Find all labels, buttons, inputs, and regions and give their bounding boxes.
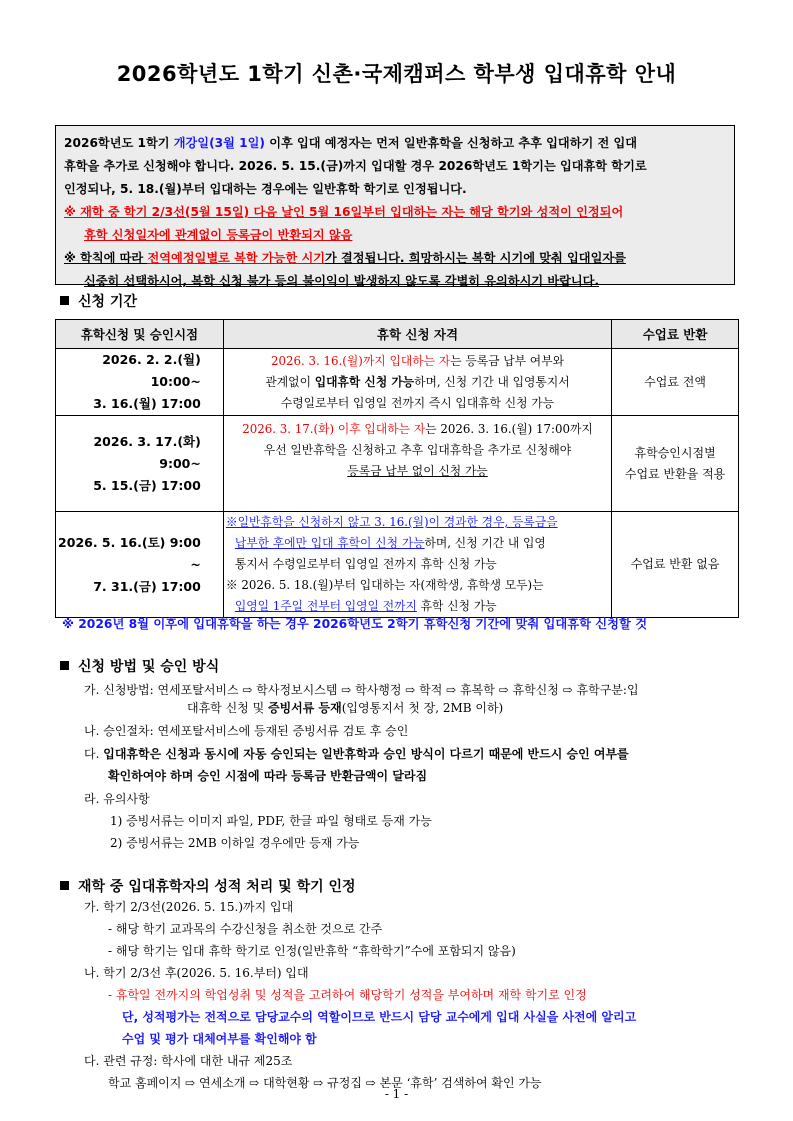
period-table — [55, 319, 739, 618]
method-heading: 신청 방법 및 승인 방식 — [60, 656, 219, 676]
method-ra: 라. 유의사항 — [84, 792, 150, 806]
notice-line-7: 신중히 선택하시어, 복학 신청 불가 등의 불이익이 발생하지 않도록 각별히 유의하시기 바랍니다. — [84, 274, 600, 288]
notice-line-5: 휴학 신청일자에 관계없이 등록금이 반환되지 않음 — [84, 228, 353, 242]
table-header: 휴학신청 및 승인시점 — [56, 320, 224, 349]
grades-ga-2: - 해당 학기는 입대 휴학 학기로 인정(일반휴학 “휴학학기”수에 포함되지 않음) — [108, 944, 516, 958]
table-header-row — [56, 320, 739, 349]
period-end: 5. 15.(금) 17:00 — [93, 477, 201, 493]
period-end: 3. 16.(월) 17:00 — [93, 396, 201, 411]
grades-na-2: 단, 성적평가는 전적으로 담당교수의 역할이므로 반드시 담당 교수에게 입대 사실을 사전에 알리고 — [122, 1010, 637, 1024]
grades-na-1: - 휴학일 전까지의 학업성취 및 성적을 고려하여 해당학기 성적을 부여하며 재학 학기로 인정 — [108, 988, 587, 1002]
grades-da: 다. 관련 규정: 학사에 대한 내규 제25조 — [84, 1054, 293, 1068]
method-ga-line2: 대휴학 신청 및 증빙서류 등재(입영통지서 첫 장, 2MB 이하) — [187, 701, 504, 715]
refund-cell: 휴학승인시점별 수업료 반환율 적용 — [612, 416, 739, 512]
refund-cell: 수업료 반환 없음 — [612, 512, 739, 618]
period-cell — [56, 349, 224, 416]
table-row — [56, 349, 739, 416]
refund-cell: 수업료 전액 — [612, 349, 739, 416]
period-end: 7. 31.(금) 17:00 — [93, 578, 201, 594]
method-ga-line1: 가. 신청방법: 연세포탈서비스 ⇨ 학사정보시스템 ⇨ 학사행정 ⇨ 학적 ⇨ 휴복학 ⇨ 휴학신청 ⇨ 휴학구분:입 — [84, 683, 639, 697]
notice-line-2: 휴학을 추가로 신청해야 합니다. 2026. 5. 15.(금)까지 입대할 경우 2026학년도 1학기는 입대휴학 학기로 — [64, 159, 647, 173]
period-cell — [56, 512, 224, 618]
method-ra-2: 2) 증빙서류는 2MB 이하일 경우에만 등재 가능 — [110, 836, 360, 850]
page-number: - 1 - — [384, 1087, 409, 1101]
square-bullet-icon — [60, 296, 69, 305]
table-header: 휴학 신청 자격 — [223, 320, 611, 349]
grades-na-3: 수업 및 평가 대체여부를 확인해야 함 — [122, 1032, 317, 1046]
grades-ga-1: - 해당 학기 교과목의 수강신청을 취소한 것으로 간주 — [108, 922, 383, 936]
grades-heading: 재학 중 입대휴학자의 성적 처리 및 학기 인정 — [60, 876, 356, 896]
grades-ga: 가. 학기 2/3선(2026. 5. 15.)까지 입대 — [84, 900, 294, 914]
notice-line-1: 2026학년도 1학기 개강일(3월 1일) 이후 입대 예정자는 먼저 일반휴학을 신청하고 추후 입대하기 전 입대 — [64, 136, 638, 150]
period-start: 2026. 3. 17.(화) 9:00~ — [93, 433, 201, 471]
method-na: 나. 승인절차: 연세포탈서비스에 등재된 증빙서류 검토 후 승인 — [84, 724, 409, 738]
method-da-line1: 다. 입대휴학은 신청과 동시에 자동 승인되는 일반휴학과 승인 방식이 다르기 때문에 반드시 승인 여부를 — [84, 747, 629, 761]
method-da-line2: 확인하여야 하며 승인 시점에 따라 등록금 반환금액이 달라짐 — [108, 769, 428, 783]
grades-na: 나. 학기 2/3선 후(2026. 5. 16.부터) 입대 — [84, 966, 309, 980]
notice-line-4: ※ 재학 중 학기 2/3선(5월 15일) 다음 날인 5월 16일부터 입대하는 자는 해당 학기와 성적이 인정되어 — [64, 205, 624, 219]
notice-box — [55, 125, 735, 288]
square-bullet-icon — [60, 881, 69, 890]
period-start: 2026. 5. 16.(토) 9:00 ~ — [58, 534, 201, 572]
table-row — [56, 416, 739, 512]
eligibility-cell: 2026. 3. 17.(화) 이후 입대하는 자는 2026. 3. 16.(월) 17:00까지 우선 일반휴학을 신청하고 추후 입대휴학을 추가로 신청해야 등록금 납부 없이 신청 가능 — [223, 416, 611, 512]
after-note: ※ 2026년 8월 이후에 입대휴학을 하는 경우 2026학년도 2학기 휴학신청 기간에 맞춰 입대휴학 신청할 것 — [62, 617, 648, 631]
period-heading: 신청 기간 — [60, 291, 137, 311]
table-row — [56, 512, 739, 618]
square-bullet-icon — [60, 661, 69, 670]
table-header: 수업료 반환 — [612, 320, 739, 349]
grades-da-1: 학교 홈페이지 ⇨ 연세소개 ⇨ 대학현황 ⇨ 규정집 ⇨ 본문 ‘휴학’ 검색하여 확인 가능 — [108, 1076, 542, 1090]
period-start: 2026. 2. 2.(월) 10:00~ — [102, 352, 201, 389]
period-cell — [56, 416, 224, 512]
page-title: 2026학년도 1학기 신촌·국제캠퍼스 학부생 입대휴학 안내 — [116, 62, 677, 86]
notice-line-6: ※ 학칙에 따라 전역예정일별로 복학 가능한 시기가 결정됩니다. 희망하시는 복학 시기에 맞춰 입대일자를 — [64, 251, 626, 265]
eligibility-cell: ※일반휴학을 신청하지 않고 3. 16.(월)이 경과한 경우, 등록금을 납부한 후에만 입대 휴학이 신청 가능하며, 신청 기간 내 입영 통지서 수령일로부터 입영일 전까지 휴학 신청 가능 ※ 2026. 5. 18.(월)부터 입대하는 자(재학생, 휴학생 모두)는 입영일 1주일 전부터 입영일 전까지 휴학 신청 가능 — [223, 512, 611, 618]
method-ra-1: 1) 증빙서류는 이미지 파일, PDF, 한글 파일 형태로 등재 가능 — [110, 814, 432, 828]
eligibility-cell: 2026. 3. 16.(월)까지 입대하는 자는 등록금 납부 여부와 관계없이 입대휴학 신청 가능하며, 신청 기간 내 입영통지서 수령일로부터 입영일 전까지 즉시 입대휴학 신청 가능 — [223, 349, 611, 416]
notice-line-3: 인정되나, 5. 18.(월)부터 입대하는 경우에는 일반휴학 학기로 인정됩니다. — [64, 182, 467, 196]
